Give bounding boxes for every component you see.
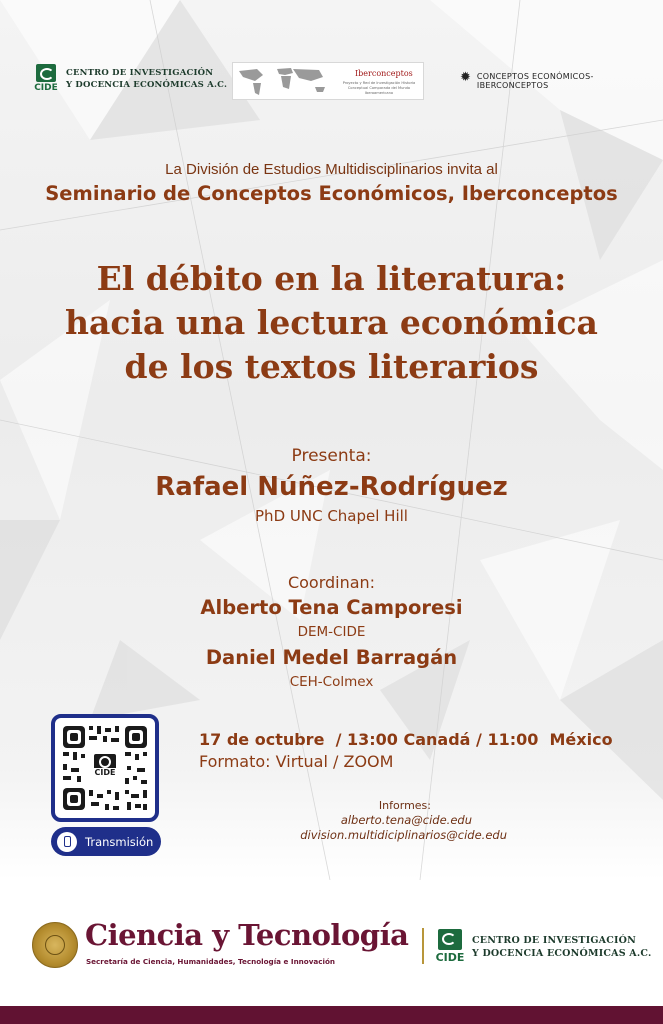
contact-email-1[interactable]: alberto.tena@cide.edu <box>340 813 472 827</box>
coordinator-2-affiliation: CEH-Colmex <box>289 674 374 690</box>
title-line3: de los textos literarios <box>124 347 539 386</box>
informes-label: Informes: <box>378 799 431 812</box>
speaker-affiliation: PhD UNC Chapel Hill <box>255 507 408 525</box>
qr-center-label: CIDE <box>92 768 118 777</box>
seminar-title: Seminario de Conceptos Económicos, Iberconceptos <box>45 182 618 205</box>
world-map-icon <box>233 63 333 97</box>
title-line2: hacia una lectura económica <box>65 303 598 342</box>
invite-text: La División de Estudios Multidisciplinarios invita al <box>165 161 498 178</box>
ciencia-tecnologia-subtitle: Secretaría de Ciencia, Humanidades, Tecnología e Innovación <box>86 957 336 966</box>
event-date-time: 17 de octubre / 13:00 Canadá / 11:00 México <box>199 730 613 749</box>
event-format: Formato: Virtual / ZOOM <box>199 752 394 771</box>
cide-emblem-icon <box>34 64 58 93</box>
concept-line1: CONCEPTOS ECONÓMICOS- <box>476 72 594 81</box>
mexico-seal-icon <box>32 922 78 968</box>
cide-emblem-icon <box>435 929 465 964</box>
ciencia-tecnologia-brand: Ciencia y Tecnología <box>85 918 409 952</box>
cide-abbrev-footer: CIDE <box>435 951 465 964</box>
coordinators-label: Coordinan: <box>287 573 376 592</box>
speaker-name: Rafael Núñez-Rodríguez <box>155 472 508 502</box>
conceptos-economicos-logo <box>460 72 594 90</box>
asterisk-icon: ✹ <box>460 70 471 85</box>
contact-email-2[interactable]: division.multidiciplinarios@cide.edu <box>300 828 507 842</box>
cide-name-line2: Y DOCENCIA ECONÓMICAS A.C. <box>66 79 228 90</box>
cide-name <box>66 67 227 91</box>
cide-logo-footer <box>435 929 652 964</box>
cide-logo-top <box>34 64 227 93</box>
cide-name-line1: CENTRO DE INVESTIGACIÓN <box>66 67 214 78</box>
iberconceptos-logo <box>232 62 424 100</box>
bottom-color-bar <box>0 1006 663 1024</box>
cide-name-footer <box>472 934 651 960</box>
stream-button-label: Transmisión <box>85 834 154 849</box>
event-title <box>0 257 663 389</box>
title-line1: El débito en la literatura: <box>96 259 567 298</box>
concept-line2: IBERCONCEPTOS <box>476 81 549 90</box>
cide-abbrev: CIDE <box>34 83 58 93</box>
coordinator-1-affiliation: DEM-CIDE <box>297 624 366 640</box>
footer-divider <box>422 928 424 964</box>
presenta-label: Presenta: <box>291 446 372 466</box>
cide-footer-line2: Y DOCENCIA ECONÓMICAS A.C. <box>472 947 652 959</box>
coordinator-1-name: Alberto Tena Camporesi <box>200 596 463 619</box>
cide-footer-line1: CENTRO DE INVESTIGACIÓN <box>472 934 636 946</box>
iberconceptos-title: Iberconceptos <box>355 69 413 78</box>
coordinator-2-name: Daniel Medel Barragán <box>205 646 458 669</box>
iberconceptos-subtitle: Proyecto y Red de Investigación Historia Conceptual Comparada del Mundo Iberoamericano <box>342 81 416 95</box>
